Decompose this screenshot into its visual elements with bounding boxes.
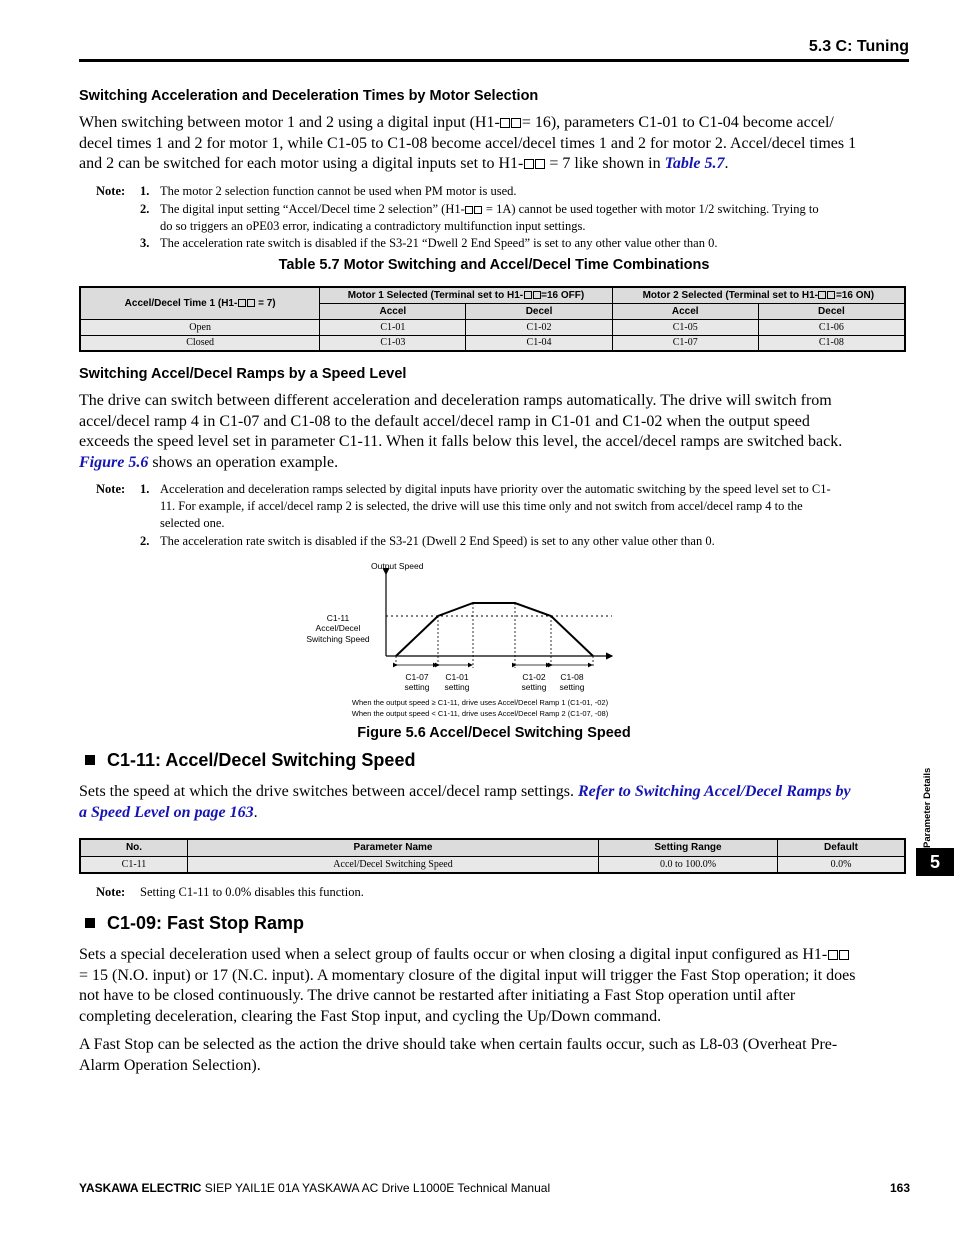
svg-text:C1-02: C1-02	[522, 672, 546, 682]
placeholder-box-icon	[524, 159, 534, 169]
c1-11-heading: C1-11: Accel/Decel Switching Speed	[85, 750, 415, 771]
placeholder-box-icon	[535, 159, 545, 169]
c1-11-parameter-table	[79, 838, 906, 874]
table-header: Parameter Name	[188, 839, 599, 856]
speed-level-ref-link[interactable]: Refer to Switching Accel/Decel Ramps by	[577, 783, 851, 800]
placeholder-box-icon	[828, 950, 838, 960]
note-2-text: The digital input setting “Accel/Decel time 2 selection” (H1- = 1A) cannot be used together with motor 1/2 switching. Trying to	[160, 202, 819, 216]
note-label: Note:	[96, 184, 126, 198]
accel-decel-figure	[290, 556, 650, 726]
page-number: 163	[889, 1181, 910, 1195]
square-bullet-icon	[85, 918, 95, 928]
y-axis-label: Output Speed	[371, 561, 424, 571]
placeholder-box-icon	[818, 291, 826, 299]
speed-level-heading: Switching Accel/Decel Ramps by a Speed Level	[79, 366, 407, 382]
figure-5-6-link[interactable]: Figure 5.6	[79, 453, 149, 471]
chapter-tab[interactable]: 5	[916, 848, 954, 876]
c1-09-heading: C1-09: Fast Stop Ramp	[85, 913, 304, 934]
svg-text:Switching Speed: Switching Speed	[306, 634, 370, 644]
speed-level-notes: Note: 1. Acceleration and deceleration ramps selected by digital inputs have priority over the automatic switching by the speed level set to C1- 11. For example, if accel/decel ramp 2 is selected, the drive will use this time only and not switch from accel/decel ramp 4 to the selected one. 2. The acceleration rate switch is disabled if the S3-21 (Dwell 2 End Speed) is set to any other value other than 0.	[96, 482, 831, 548]
figure-5-6-caption: Figure 5.6 Accel/Decel Switching Speed	[357, 725, 631, 741]
placeholder-box-icon	[238, 299, 246, 307]
svg-text:setting: setting	[559, 682, 585, 692]
svg-text:C1-07: C1-07	[405, 672, 429, 682]
note-label: Note:	[96, 885, 126, 899]
legend-line-1: When the output speed ≥ C1-11, drive uses Accel/Decel Ramp 1 (C1-01, -02)	[351, 698, 609, 707]
note-3-text: The acceleration rate switch is disabled if the S3-21 “Dwell 2 End Speed” is set to any other value other than 0.	[160, 236, 718, 250]
table-header: Accel	[612, 303, 758, 319]
placeholder-box-icon	[247, 299, 255, 307]
legend-line-2: When the output speed < C1-11, drive uses Accel/Decel Ramp 2 (C1-07, -08)	[351, 709, 609, 718]
note-1-text: The motor 2 selection function cannot be used when PM motor is used.	[160, 184, 517, 198]
note-label: Note:	[96, 482, 126, 496]
footer-brand: YASKAWA ELECTRIC	[79, 1181, 202, 1195]
c1-11-note: Note: Setting C1-11 to 0.0% disables this function.	[96, 885, 364, 899]
motor-selection-paragraph: When switching between motor 1 and 2 using a digital input (H1- = 16), parameters C1-01 to C1-04 become accel/ decel times 1 and 2 for motor 1, while C1-05 to C1-08 become accel/decel times 1 and 2 for motor 2. Accel/decel times 1 and 2 can be switched for each motor using a digital inputs set to H1- = 7 like shown in Table 5.7.	[79, 114, 857, 172]
table-header: Setting Range	[599, 839, 778, 856]
table-header: Motor 2 Selected (Terminal set to H1- =16 ON)	[612, 287, 905, 303]
table-row: Closed C1-03 C1-04 C1-07 C1-08	[80, 335, 905, 351]
svg-text:setting: setting	[404, 682, 430, 692]
motor-selection-heading: Switching Acceleration and Deceleration Times by Motor Selection	[79, 88, 539, 104]
motor-selection-notes: Note: 1. The motor 2 selection function cannot be used when PM motor is used. 2. The digital input setting “Accel/Decel time 2 selection” (H1- = 1A) cannot be used together with motor 1/2 switching. Trying to do so triggers an oPE03 error, indicating a contradictory multifunction input settings. 3. The acceleration rate switch is disabled if the S3-21 “Dwell 2 End Speed” is set to any other value other than 0.	[96, 184, 819, 250]
placeholder-box-icon	[511, 118, 521, 128]
table-row: C1-11 Accel/Decel Switching Speed 0.0 to 100.0% 0.0%	[80, 856, 905, 873]
speed-level-ref-link-cont[interactable]: a Speed Level on page 163	[79, 803, 254, 821]
table-header: Decel	[758, 303, 905, 319]
placeholder-box-icon	[474, 206, 482, 214]
table-header: Accel	[320, 303, 466, 319]
speed-level-paragraph: The drive can switch between different acceleration and deceleration ramps automatically. The drive will switch from accel/decel ramp 4 in C1-07 and C1-08 to the default accel/decel ramp in C1-01 and C1-02 when the output speed exceeds the speed level set in parameter C1-11. When it falls below this level, the accel/decel ramps are switched back. Figure 5.6 shows an operation example.	[79, 392, 843, 471]
placeholder-box-icon	[524, 291, 532, 299]
table-header: Accel/Decel Time 1 (H1- = 7)	[80, 287, 320, 319]
section-header: 5.3 C: Tuning	[808, 38, 909, 55]
table-header: Motor 1 Selected (Terminal set to H1- =16 OFF)	[320, 287, 612, 303]
placeholder-box-icon	[500, 118, 510, 128]
placeholder-box-icon	[465, 206, 473, 214]
c1-11-paragraph: Sets the speed at which the drive switches between accel/decel ramp settings. Refer to Switching Accel/Decel Ramps by a Speed Level on page 163.	[79, 783, 851, 821]
c1-09-paragraph-2: A Fast Stop can be selected as the action the drive should take when certain faults occur, such as L8-03 (Overheat Pre- Alarm Operation Selection).	[79, 1036, 838, 1074]
svg-text:C1-08: C1-08	[560, 672, 584, 682]
svg-text:C1-11: C1-11	[326, 613, 350, 623]
c1-09-paragraph-1: Sets a special deceleration used when a select group of faults occur or when closing a digital input configured as H1- = 15 (N.O. input) or 17 (N.C. input). A momentary closure of the digital input will trigger the Fast Stop operation; it does not have to be closed continuously. The drive cannot be restarted after initiating a Fast Stop operation until after completing deceleration, clearing the Fast Stop input, and cycling the Up/Down command.	[79, 946, 856, 1025]
time-guides	[396, 603, 593, 668]
square-bullet-icon	[85, 755, 95, 765]
placeholder-box-icon	[827, 291, 835, 299]
header-rule	[79, 59, 909, 62]
table-header: No.	[80, 839, 188, 856]
table-5-7-caption: Table 5.7 Motor Switching and Accel/Decel Time Combinations	[278, 257, 710, 273]
svg-text:setting: setting	[521, 682, 547, 692]
table-row: Open C1-01 C1-02 C1-05 C1-06	[80, 319, 905, 335]
svg-text:Accel/Decel: Accel/Decel	[315, 623, 361, 633]
svg-text:setting: setting	[444, 682, 470, 692]
footer-text: YASKAWA ELECTRIC SIEP YAIL1E 01A YASKAWA AC Drive L1000E Technical Manual	[79, 1181, 551, 1195]
table-5-7	[79, 286, 906, 352]
placeholder-box-icon	[839, 950, 849, 960]
svg-text:C1-01: C1-01	[445, 672, 469, 682]
table-header: Decel	[466, 303, 612, 319]
table-5-7-link[interactable]: Table 5.7	[664, 155, 725, 172]
placeholder-box-icon	[533, 291, 541, 299]
side-tab-label: Parameter Details	[922, 767, 933, 848]
table-header: Default	[778, 839, 906, 856]
speed-profile-line	[396, 603, 593, 656]
